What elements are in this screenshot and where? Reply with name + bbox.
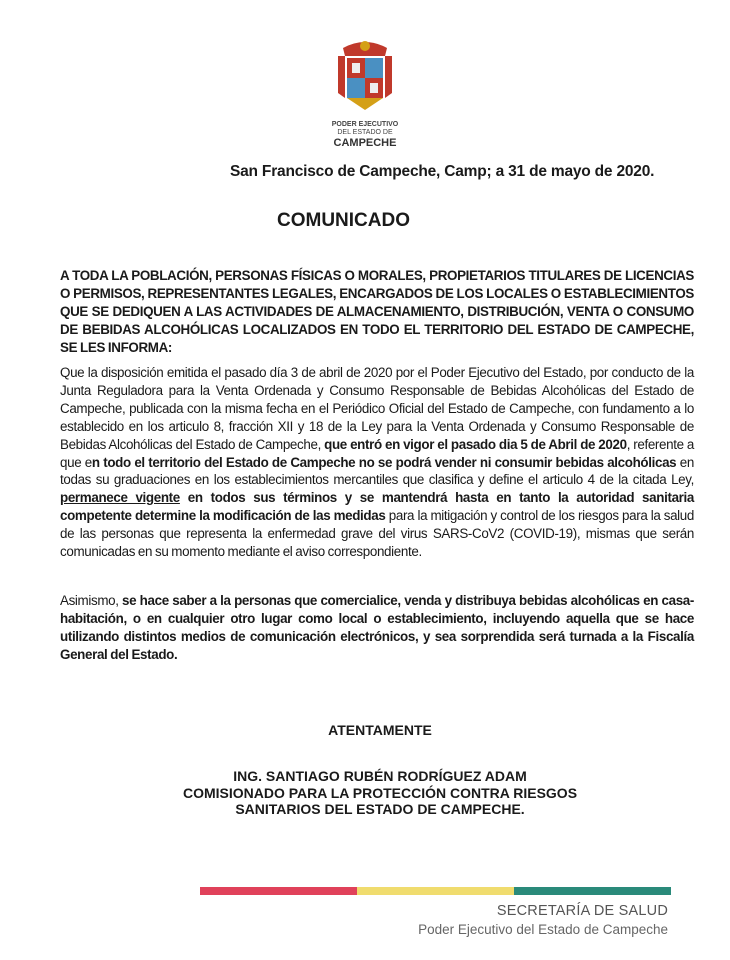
signature-block <box>0 768 730 818</box>
logo-text <box>320 121 410 149</box>
bold-emphasis: n todo el territorio del Estado de Campeche no se podrá vender ni consumir bebidas alcohólicas <box>91 454 677 470</box>
document-title: COMUNICADO <box>277 210 410 231</box>
bold-emphasis: A TODA LA POBLACIÓN, PERSONAS FÍSICAS O MORALES, PROPIETARIOS TITULARES DE LICENCIAS O PERMISOS, REPRESENTANTES LEGALES, ENCARGADOS DE LOS LOCALES O ESTABLECIMIENTOS QUE SE DEDIQUEN A LAS ACTIVIDADES DE ALMACENAMIENTO, DISTRIBUCIÓN, VENTA O CONSUMO DE BEBIDAS ALCOHÓLICAS LOCALIZADOS EN TODO EL TERRITORIO DEL ESTADO DE CAMPECHE, SE LES INFORMA: <box>60 268 694 355</box>
closing-text: ATENTAMENTE <box>328 722 432 738</box>
color-bar-segment <box>357 887 514 895</box>
bold-emphasis: se hace saber a la personas que comercialice, venda y distribuya bebidas alcohólicas en casa-habitación, o en cualquier otro lugar como local o establecimiento, incluyendo aquella que se hace utilizando distintos medios de comunicación electrónicos, y sea sorprendida será turnada a la Fiscalía General del Estado. <box>60 593 694 662</box>
color-bar-segment <box>200 887 357 895</box>
text-segment: en todas su graduaciones en los establecimientos mercantiles que clasifica y define el articulo 4 de la citada Ley, <box>60 454 694 488</box>
coat-of-arms-icon <box>335 38 395 116</box>
text-segment: , referente a que e <box>60 436 694 470</box>
color-bar <box>200 887 671 895</box>
text-segment: para la mitigación y control de los riesgos para la salud de las personas que representa la enfermedad grave del virus SARS-CoV2 (COVID-19), mismas que serán comunicadas en su momento mediante el aviso correspondiente. <box>60 508 695 560</box>
footer-department: SECRETARÍA DE SALUD <box>496 903 668 919</box>
bold-emphasis: en todos sus términos y se mantendrá hasta en tanto la autoridad sanitaria competente determine la modificación de las medidas <box>60 490 694 524</box>
footer-government: Poder Ejecutivo del Estado de Campeche <box>418 922 668 937</box>
signatory-name: ING. SANTIAGO RUBÉN RODRÍGUEZ ADAM <box>233 768 527 784</box>
text-segment: Asimismo, <box>60 593 123 608</box>
body-paragraph <box>60 364 694 561</box>
logo-line: CAMPECHE <box>333 137 397 149</box>
date-line: San Francisco de Campeche, Camp; a 31 de mayo de 2020. <box>230 163 655 180</box>
signatory-title: SANITARIOS DEL ESTADO DE CAMPECHE. <box>235 801 525 817</box>
logo-line: PODER EJECUTIVO <box>331 121 399 128</box>
addressee-paragraph <box>60 267 694 357</box>
logo-line: DEL ESTADO DE <box>337 129 393 136</box>
underlined-emphasis: permanece vigente <box>60 490 180 506</box>
warning-paragraph <box>60 592 694 664</box>
signatory-title: COMISIONADO PARA LA PROTECCIÓN CONTRA RIESGOS <box>182 784 578 801</box>
bold-emphasis: que entró en vigor el pasado dia 5 de Abril de 2020 <box>324 436 627 452</box>
state-coat-of-arms-logo <box>320 38 410 158</box>
color-bar-segment <box>514 887 671 895</box>
text-segment: Que la disposición emitida el pasado día 3 de abril de 2020 por el Poder Ejecutivo del Estado, por conducto de la Junta Reguladora para la Venta Ordenada y Consumo Responsable de Bebidas Alcohólicas del Estado de Campeche, publicada con la misma fecha en el Periódico Oficial del Estado de Campeche, con fundamento a lo establecido en los articulo 8, fracción XII y 18 de la Ley para la Venta Ordenada y Consumo Responsable de Bebidas Alcohólicas del Estado de Campeche, <box>60 365 694 452</box>
